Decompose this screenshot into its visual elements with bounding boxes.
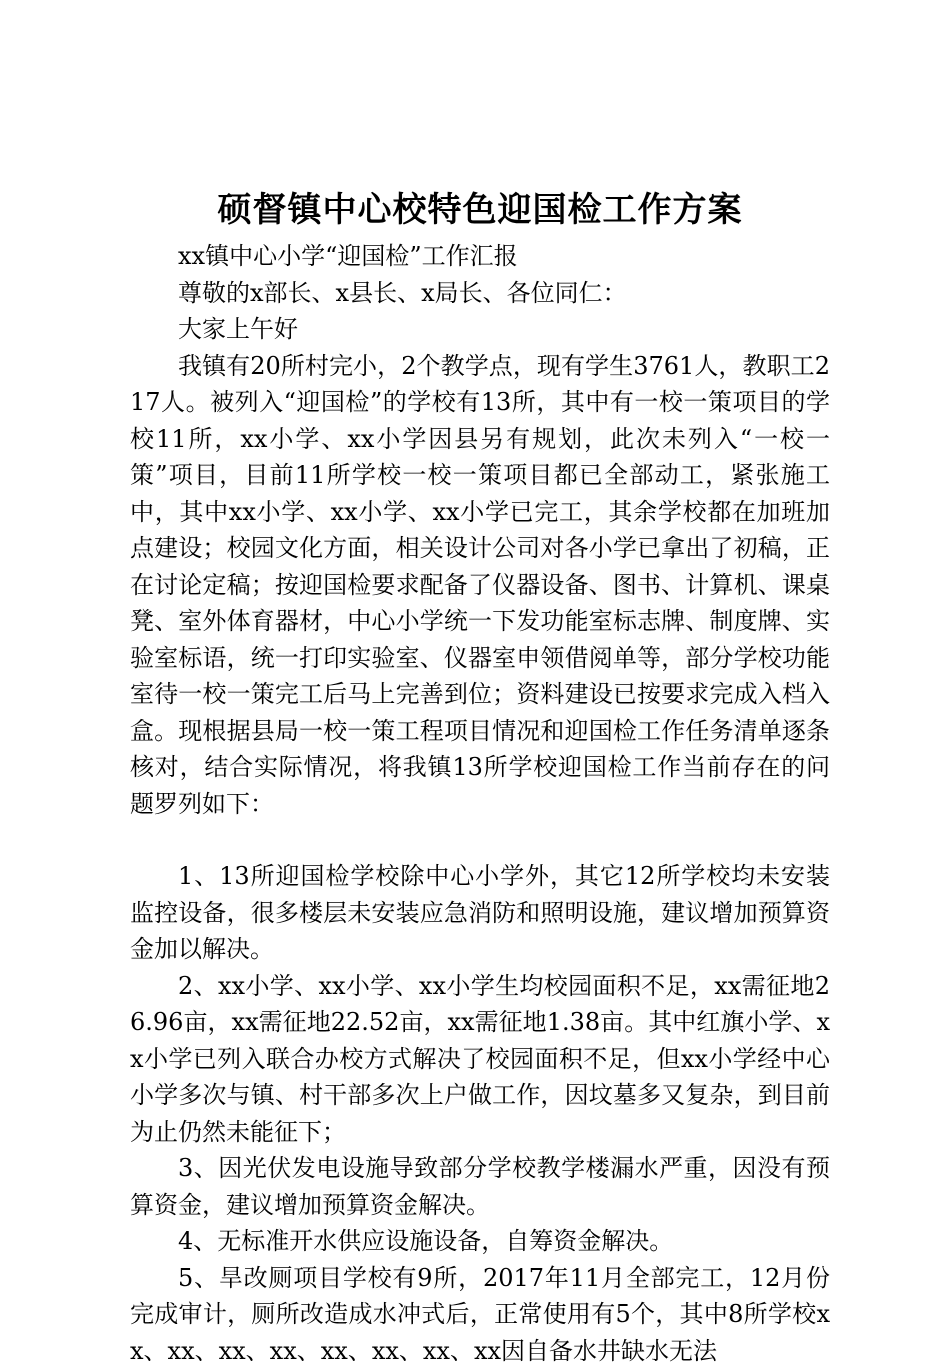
report-heading: xx镇中心小学“迎国检”工作汇报: [130, 238, 830, 275]
salutation: 尊敬的x部长、x县长、x局长、各位同仁：: [130, 275, 830, 312]
issue-item-5: 5、旱改厕项目学校有9所，2017年11月全部完工，12月份完成审计，厕所改造成水冲式后，正常使用有5个，其中8所学校xx、xx、xx、xx、xx、xx、xx、xx因自备水井缺水无法: [130, 1260, 830, 1369]
document-page: [130, 0, 830, 1369]
document-title: 硕督镇中心校特色迎国检工作方案: [130, 186, 830, 234]
issue-item-3: 3、因光伏发电设施导致部分学校教学楼漏水严重，因没有预算资金，建议增加预算资金解决。: [130, 1150, 830, 1223]
intro-paragraph: 我镇有20所村完小，2个教学点，现有学生3761人，教职工217人。被列入“迎国检”的学校有13所，其中有一校一策项目的学校11所，xx小学、xx小学因县另有规划，此次未列入“一校一策”项目，目前11所学校一校一策项目都已全部动工，紧张施工中，其中xx小学、xx小学、xx小学已完工，其余学校都在加班加点建设；校园文化方面，相关设计公司对各小学已拿出了初稿，正在讨论定稿；按迎国检要求配备了仪器设备、图书、计算机、课桌凳、室外体育器材，中心小学统一下发功能室标志牌、制度牌、实验室标语，统一打印实验室、仪器室申领借阅单等，部分学校功能室待一校一策完工后马上完善到位；资料建设已按要求完成入档入盒。现根据县局一校一策工程项目情况和迎国检工作任务清单逐条核对，结合实际情况，将我镇13所学校迎国检工作当前存在的问题罗列如下：: [130, 348, 830, 823]
issue-item-4: 4、无标准开水供应设施设备，自筹资金解决。: [130, 1223, 830, 1260]
greeting: 大家上午好: [130, 311, 830, 348]
issue-item-1: 1、13所迎国检学校除中心小学外，其它12所学校均未安装监控设备，很多楼层未安装应急消防和照明设施，建议增加预算资金加以解决。: [130, 858, 830, 968]
issue-item-2: 2、xx小学、xx小学、xx小学生均校园面积不足，xx需征地26.96亩，xx需征地22.52亩，xx需征地1.38亩。其中红旗小学、xx小学已列入联合办校方式解决了校园面积不足，但xx小学经中心小学多次与镇、村干部多次上户做工作，因坟墓多又复杂，到目前为止仍然未能征下；: [130, 968, 830, 1151]
